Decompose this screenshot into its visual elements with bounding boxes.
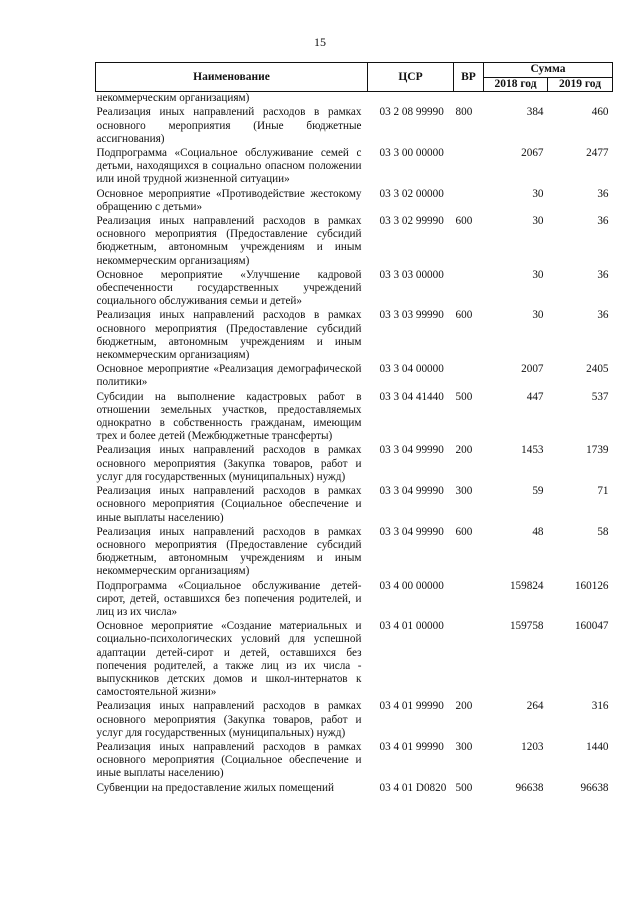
table-row (96, 391, 613, 445)
row-2018-value: 159824 (509, 579, 544, 592)
row-vr-cell (454, 92, 484, 107)
table-body (96, 92, 613, 796)
budget-table (95, 62, 613, 796)
row-name-cell: Подпрограмма «Социальное обслуживание семей с детьми, находящихся в социально опасном положении или иной трудной жизненной ситуации» (96, 147, 362, 186)
row-2019-value: 36 (597, 268, 609, 281)
table-row (96, 269, 613, 310)
row-name-cell: Основное мероприятие «Реализация демографической политики» (96, 363, 362, 389)
table-row (96, 188, 613, 215)
row-name-cell: Субвенции на предоставление жилых помещений (96, 781, 334, 794)
row-vr-cell: 600 (455, 309, 473, 322)
row-name-cell: некоммерческим организациям) (96, 92, 250, 105)
row-2019-value (548, 92, 613, 107)
header-name: Наименование (96, 63, 368, 92)
row-vr-cell (454, 363, 484, 390)
row-2019-value: 1739 (586, 444, 609, 457)
table-row (96, 106, 613, 147)
table-row (96, 147, 613, 188)
row-vr-cell: 300 (455, 485, 473, 498)
row-name-cell: Реализация иных направлений расходов в рамках основного мероприятия (Социальное обеспечение и иные выплаты населению) (96, 740, 362, 780)
table-row (96, 620, 613, 700)
row-csr-cell: 03 3 04 41440 (379, 390, 444, 403)
row-2018-value: 59 (532, 485, 544, 498)
header-csr: ЦСР (368, 63, 454, 92)
row-csr-cell: 03 3 04 99990 (379, 485, 444, 498)
row-name-cell: Основное мероприятие «Противодействие жестокому обращению с детьми» (96, 187, 362, 213)
row-2018-value: 30 (532, 215, 544, 228)
budget-table-container (95, 62, 612, 796)
header-sum: Сумма (484, 63, 613, 78)
table-row (96, 363, 613, 390)
row-2018-value: 159758 (509, 620, 544, 633)
row-2019-value: 460 (591, 106, 609, 119)
row-2018-value: 2007 (521, 363, 544, 376)
row-csr-cell: 03 3 04 00000 (379, 363, 444, 376)
row-2018-value: 264 (526, 700, 544, 713)
row-2019-value: 2477 (586, 147, 609, 160)
row-2018-value: 384 (526, 106, 544, 119)
row-vr-cell: 300 (455, 740, 473, 753)
table-row (96, 215, 613, 269)
table-row (96, 485, 613, 526)
row-2019-value: 71 (597, 485, 609, 498)
row-2018-value: 1203 (521, 740, 544, 753)
row-2018-value: 1453 (521, 444, 544, 457)
row-2018-value: 48 (532, 525, 544, 538)
row-2019-value: 36 (597, 187, 609, 200)
table-row (96, 444, 613, 485)
table-row (96, 526, 613, 580)
row-2019-value: 2405 (586, 363, 609, 376)
table-row (96, 741, 613, 782)
row-csr-cell: 03 3 00 00000 (379, 147, 444, 160)
row-csr-cell: 03 3 02 00000 (379, 187, 444, 200)
row-csr-cell: 03 4 00 00000 (379, 579, 444, 592)
row-2018-value: 30 (532, 309, 544, 322)
row-2018-value: 2067 (521, 147, 544, 160)
row-csr-cell: 03 3 03 00000 (379, 268, 444, 281)
row-vr-cell: 600 (455, 215, 473, 228)
row-vr-cell (454, 188, 484, 215)
row-vr-cell (454, 620, 484, 700)
table-row (96, 782, 613, 796)
row-name-cell: Реализация иных направлений расходов в рамках основного мероприятия (Предоставление субсидий бюджетным, автономным учреждениям и иным некоммерческим организациям) (96, 309, 362, 362)
row-2019-value: 36 (597, 215, 609, 228)
row-csr-cell: 03 4 01 99990 (379, 700, 444, 713)
row-name-cell: Подпрограмма «Социальное обслуживание детей-сирот, детей, оставшихся без попечения родителей, и лиц из их числа» (96, 579, 362, 618)
row-2018-value: 30 (532, 187, 544, 200)
header-vr: ВР (454, 63, 484, 92)
row-csr-cell: 03 4 01 00000 (379, 620, 444, 633)
row-name-cell: Реализация иных направлений расходов в рамках основного мероприятия (Предоставление субсидий бюджетным, автономным учреждениям и иным некоммерческим организациям) (96, 215, 362, 267)
row-name-cell: Реализация иных направлений расходов в рамках основного мероприятия (Социальное обеспечение и иные выплаты населению) (96, 485, 362, 524)
row-2019-value: 96638 (580, 781, 609, 794)
table-row (96, 92, 613, 107)
row-2018-value: 96638 (515, 781, 544, 794)
row-name-cell: Основное мероприятие «Создание материальных и социально-психологических условий для успешной адаптации детей-сирот и детей, оставшихся без попечения родителей, а также лиц из их числа - выпускников детских домов и школ-интернатов к самостоятельной жизни» (96, 620, 362, 699)
row-vr-cell: 500 (455, 390, 473, 403)
row-vr-cell: 800 (455, 106, 473, 119)
table-header (96, 63, 613, 92)
row-2019-value: 58 (597, 525, 609, 538)
row-name-cell: Реализация иных направлений расходов в рамках основного мероприятия (Иные бюджетные ассигнования) (96, 106, 362, 145)
row-csr-cell: 03 3 04 99990 (379, 444, 444, 457)
row-2019-value: 160047 (574, 620, 609, 633)
row-csr-cell (368, 92, 454, 107)
row-2019-value: 537 (591, 390, 609, 403)
row-2019-value: 160126 (574, 579, 609, 592)
row-csr-cell: 03 3 03 99990 (379, 309, 444, 322)
table-row (96, 309, 613, 363)
row-name-cell: Реализация иных направлений расходов в рамках основного мероприятия (Закупка товаров, работ и услуг для государственных (муниципальных) нужд) (96, 444, 362, 483)
row-csr-cell: 03 4 01 99990 (379, 740, 444, 753)
row-2019-value: 1440 (586, 740, 609, 753)
row-2019-value: 316 (591, 700, 609, 713)
row-csr-cell: 03 2 08 99990 (379, 106, 444, 119)
row-2018-value: 447 (526, 390, 544, 403)
row-name-cell: Основное мероприятие «Улучшение кадровой обеспеченности государственных учреждений социального обслуживания семьи и детей» (96, 268, 362, 308)
row-vr-cell: 500 (455, 781, 473, 794)
row-vr-cell (454, 147, 484, 188)
row-vr-cell (454, 269, 484, 310)
table-row (96, 700, 613, 741)
row-name-cell: Субсидии на выполнение кадастровых работ в отношении земельных участков, предоставляемых однократно в собственность гражданам, имеющим трех и более детей (Межбюджетные трансферты) (96, 390, 362, 443)
header-year-2019: 2019 год (548, 78, 613, 92)
row-2018-value (484, 92, 548, 107)
row-csr-cell: 03 4 01 D0820 (379, 781, 447, 794)
table-row (96, 580, 613, 621)
page-number: 15 (314, 35, 326, 49)
row-name-cell: Реализация иных направлений расходов в рамках основного мероприятия (Закупка товаров, работ и услуг для государственных (муниципальных) нужд) (96, 700, 362, 739)
header-year-2018: 2018 год (484, 78, 548, 92)
row-csr-cell: 03 3 02 99990 (379, 215, 444, 228)
row-2019-value: 36 (597, 309, 609, 322)
row-csr-cell: 03 3 04 99990 (379, 525, 444, 538)
row-vr-cell: 600 (455, 525, 473, 538)
row-name-cell: Реализация иных направлений расходов в рамках основного мероприятия (Предоставление субсидий бюджетным, автономным учреждениям и иным некоммерческим организациям) (96, 525, 362, 578)
row-vr-cell (454, 580, 484, 621)
row-vr-cell: 200 (455, 444, 473, 457)
row-vr-cell: 200 (455, 700, 473, 713)
row-2018-value: 30 (532, 268, 544, 281)
